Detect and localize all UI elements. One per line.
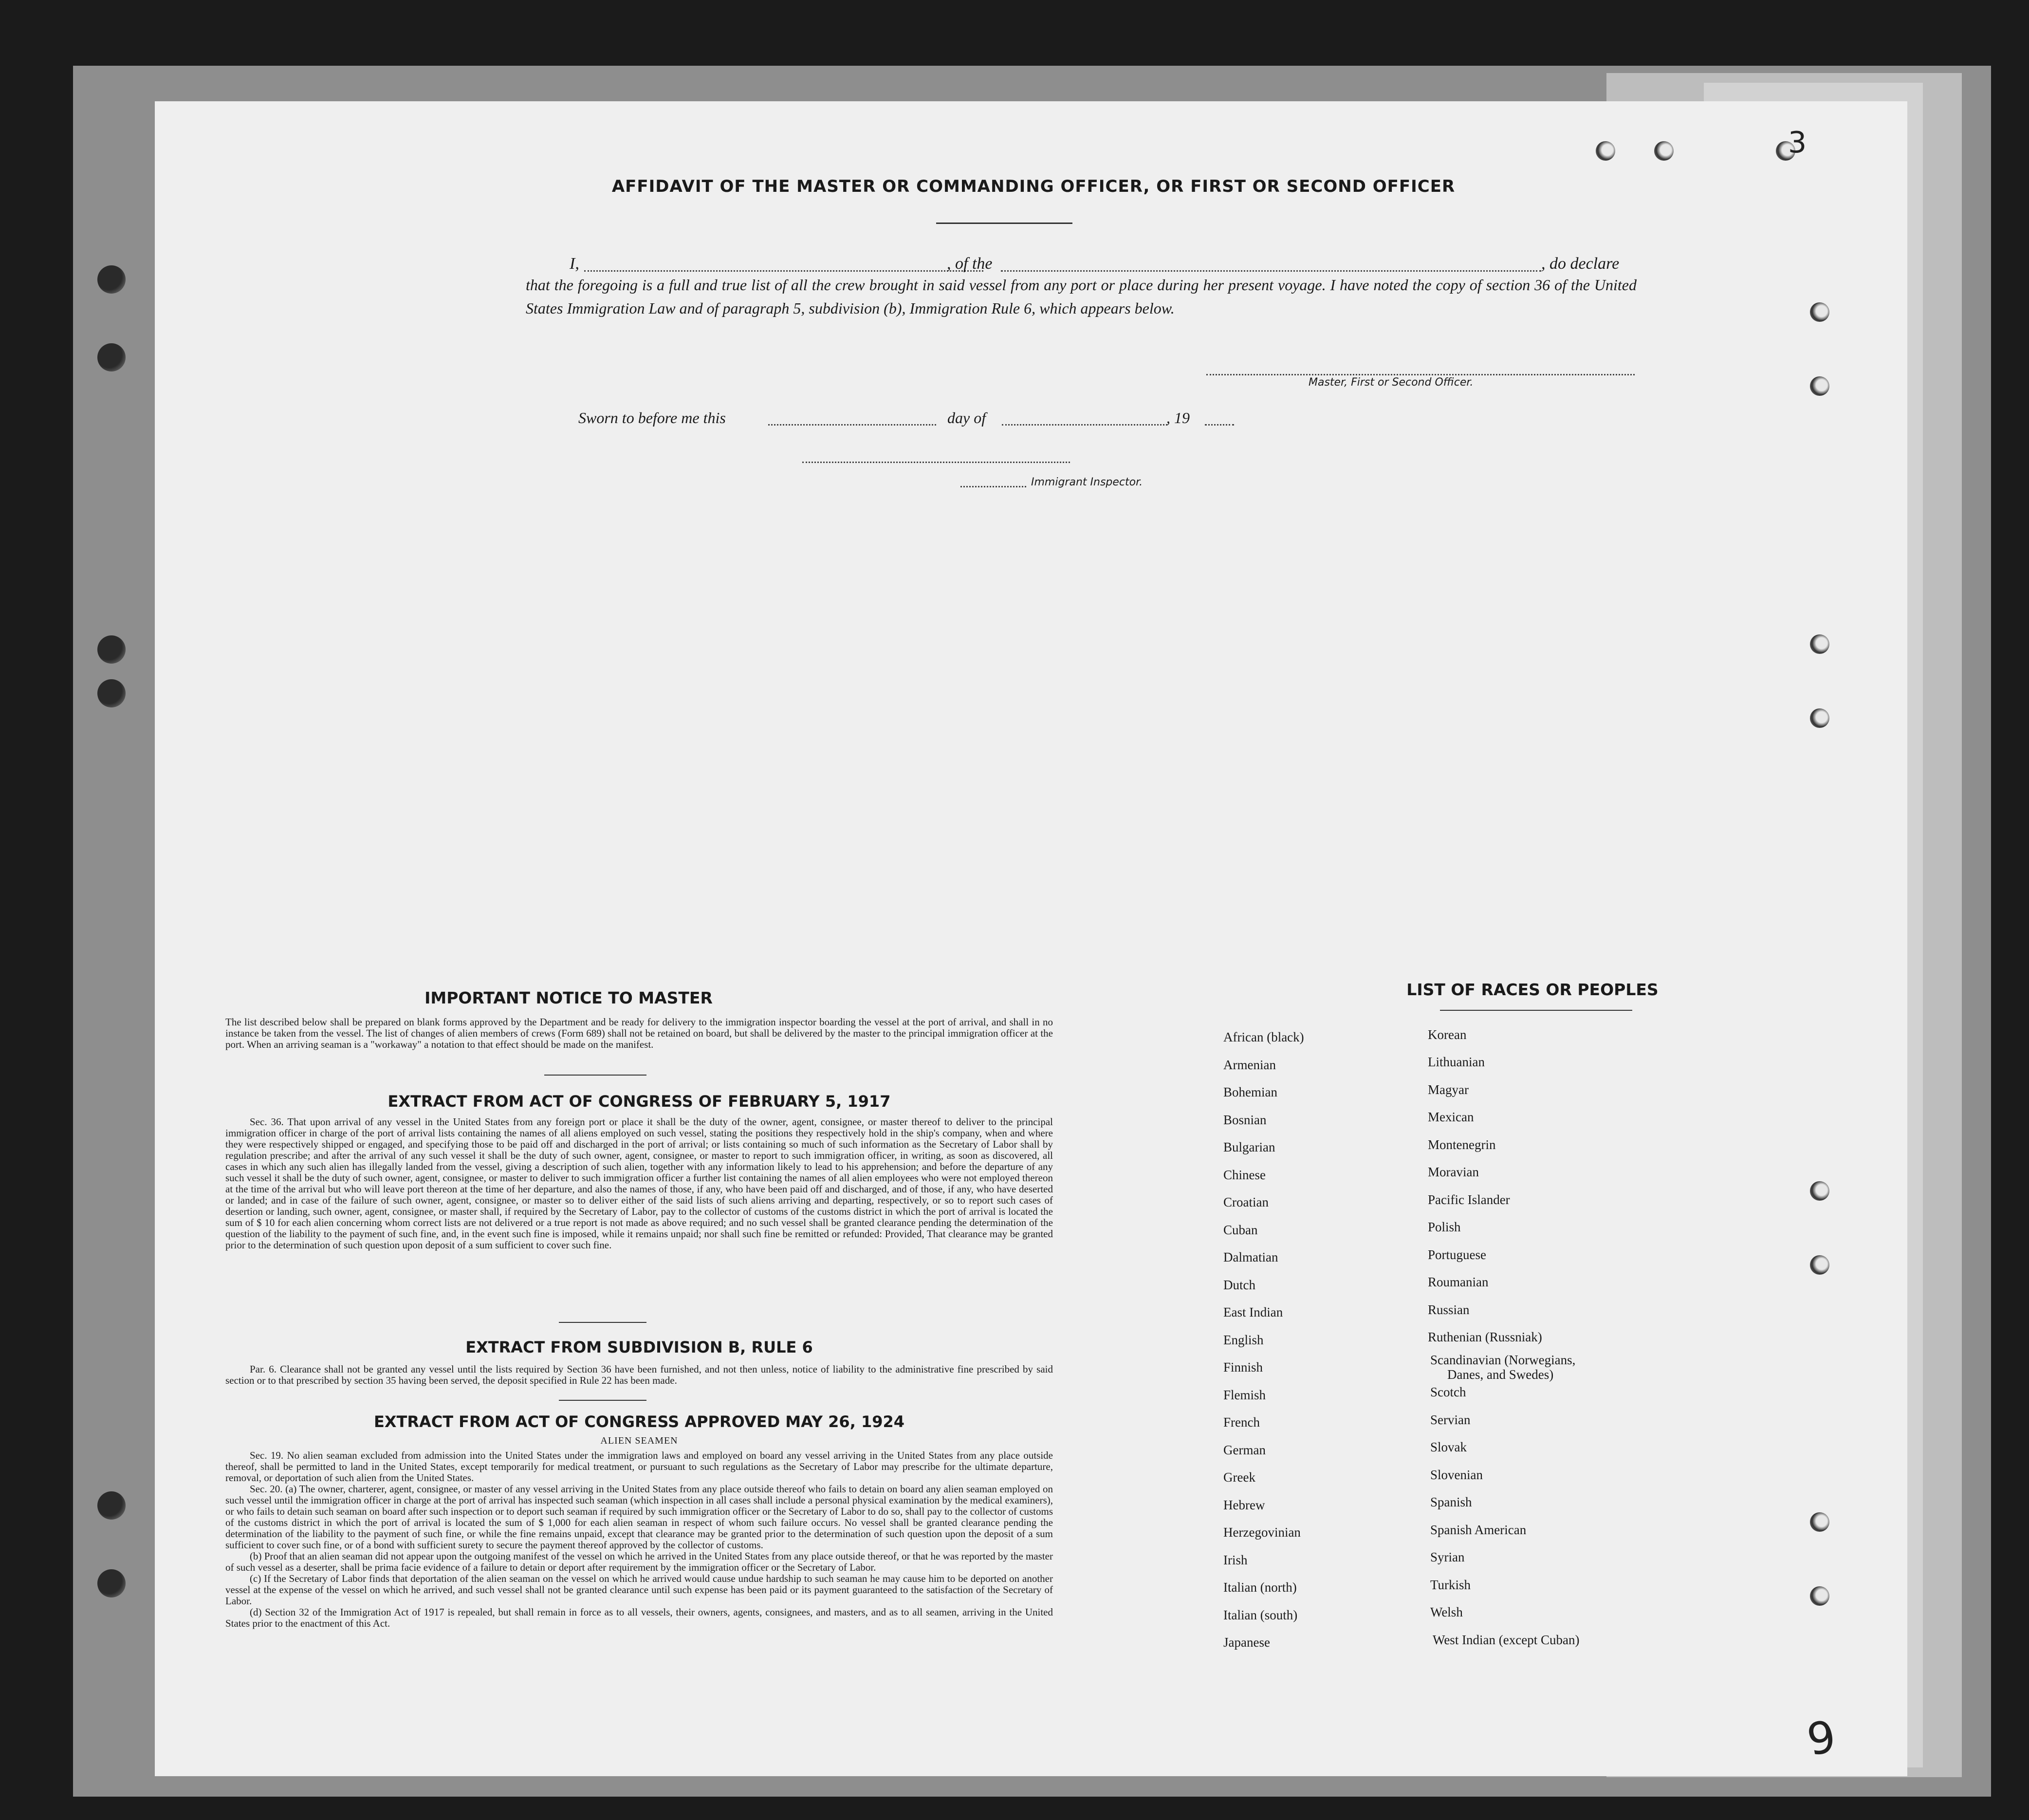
race-item: East Indian (1223, 1305, 1283, 1319)
punch-hole-icon (1810, 708, 1829, 728)
extract-1924-paragraph: Sec. 19. No alien seaman excluded from admission into the United States under the immigration laws and employed on board any vessel arriving in the United States from any place outside thereof, shall be permitted to land in the United States, except temporarily for medical treatment, or pursuant to such regulations as the Secretary of Labor may prescribe for the ultimate departure, removal, or deportation of such alien from the United States. (225, 1449, 1053, 1484)
race-item: Bosnian (1223, 1113, 1267, 1127)
affidavit-line-i: I, (570, 255, 579, 273)
race-item: Spanish (1430, 1495, 1472, 1509)
rule-6-body: Par. 6. Clearance shall not be granted any vessel until the lists required by Section 36 have been furnished, and not then unless, notice of liability to the administrative fine prescribed by said section or to that prescribed by section 35 having been served, the deposit specified in Rule 22 has been made. (225, 1363, 1053, 1386)
sworn-text: Sworn to before me this (578, 409, 726, 427)
race-item: Hebrew (1223, 1498, 1265, 1512)
extract-1917-title: EXTRACT FROM ACT OF CONGRESS OF FEBRUARY 5, 1917 (387, 1092, 891, 1111)
extract-1924-paragraph: (c) If the Secretary of Labor finds that deportation of the alien seaman on the vessel on which he arrived would cause undue hardship to such seaman he may cause him to be deported on another vessel at the expense of the vessel on which he arrived, and such vessel shall not be granted clearance until such expense has been paid or its payment guaranteed to the satisfaction of the Secretary of Labor. (225, 1573, 1053, 1607)
race-item: Armenian (1223, 1058, 1276, 1072)
punch-hole-icon (97, 635, 126, 664)
extract-1924-paragraph: (d) Section 32 of the Immigration Act of 1917 is repealed, but shall remain in force as to all vessels, their owners, agents, consignees, and masters, and as to all seamen, arriving in the United States prior to the enactment of this Act. (225, 1606, 1053, 1629)
race-item: Servian (1430, 1412, 1471, 1427)
race-item: Slovak (1430, 1440, 1467, 1454)
race-item: Danes, and Swedes) (1447, 1367, 1554, 1382)
inspector-signature-line (802, 462, 1070, 463)
race-item: German (1223, 1443, 1266, 1457)
race-item: Italian (south) (1223, 1608, 1298, 1622)
race-item: Croatian (1223, 1195, 1269, 1209)
signature-caption: Master, First or Second Officer. (1309, 376, 1474, 389)
divider (936, 223, 1072, 224)
punch-hole-icon (97, 343, 126, 371)
extract-1924-subtitle: ALIEN SEAMEN (600, 1435, 678, 1446)
signature-line (1206, 374, 1635, 375)
race-item: Polish (1428, 1220, 1461, 1234)
extract-1917-body: Sec. 36. That upon arrival of any vessel in the United States from any foreign port or place it shall be the duty of the owner, agent, consignee, or master thereof to deliver to the principal immigration officer in charge of the port of arrival lists containing the names of all aliens employed on such vessel, stating the positions they respectively hold in the ship's company, when and where they were respectively shipped or engaged, and specifying those to be paid off and discharged in the port of arrival; or lists containing so much of such information as the Secretary of Labor shall by regulation prescribe; and after the arrival of any such vessel it shall be the duty of such owner, agent, consignee, or master to report to such immigration officer, in writing, as soon as discovered, all cases in which any such alien has illegally landed from the vessel, giving a description of such alien, together with any information likely to lead to his apprehension; and before the departure of any such vessel it shall be the duty of such owner, agent, consignee, or master to deliver to such immigration officer a further list containing the names of all alien employees who were not employed thereon at the time of the arrival but who will leave port thereon at the time of her departure, and also the names of those, if any, who have been paid off and discharged, and of those, if any, who have deserted or landed; and in case of the failure of such owner, agent, consignee, or master so to deliver either of the said lists of such aliens arriving and departing, respectively, or so to report such cases of desertion or landing, such owner, agent, consignee, or master shall, if required by the Secretary of Labor, pay to the collector of customs of the customs district in which the port of arrival is located the sum of $ 10 for each alien concerning whom correct lists are not delivered or a true report is not made as above required; and no such vessel shall be granted clearance pending the determination of the question of the liability to the payment of such fine, and, in the event such fine is imposed, while it remains unpaid; nor shall such fine be remitted or refunded: Provided, That clearance may be granted prior to the determination of such question upon deposit of a sum sufficient to cover such fine. (225, 1116, 1053, 1251)
race-item: Russian (1428, 1302, 1470, 1317)
punch-hole-icon (1810, 1512, 1829, 1532)
races-title: LIST OF RACES OR PEOPLES (1406, 980, 1659, 999)
divider (559, 1322, 646, 1323)
pencil-mark-page-number: 3 (1788, 126, 1807, 160)
race-item: Chinese (1223, 1168, 1266, 1182)
notice-body: The list described below shall be prepared on blank forms approved by the Department and be ready for delivery to the immigration inspector boarding the vessel at the port of arrival, and shall in no instance be taken from the vessel. The list of changes of alien members of crews (Form 689) shall not be retained on board, but shall be delivered by the master to the principal immigration officer at the port. When an arriving seaman is a "workaway" a notation to that effect should be made on the manifest. (225, 1016, 1053, 1050)
race-item: Lithuanian (1428, 1055, 1485, 1069)
punch-hole-icon (1596, 141, 1615, 161)
race-item: Dutch (1223, 1278, 1255, 1292)
race-item: Cuban (1223, 1223, 1258, 1237)
inspector-caption: Immigrant Inspector. (1031, 476, 1143, 488)
race-item: Finnish (1223, 1360, 1263, 1374)
extract-1924-title: EXTRACT FROM ACT OF CONGRESS APPROVED MAY 26, 1924 (373, 1412, 905, 1431)
name-blank (584, 270, 983, 272)
extract-1924-paragraph: Sec. 20. (a) The owner, charterer, agent, consignee, or master of any vessel arriving in the United States from any place outside thereof who fails to detain on board any alien seaman employed on such vessel until the immigration officer in charge at the port of arrival has inspected such seaman (which inspection in all cases shall include a personal physical examination by the medical examiners), or who fails to detain such seaman on board after such inspection or to deport such seaman if required by such immigration officer or the Secretary of Labor to do so, shall pay to the collector of customs of the customs district in which the port of arrival is located the sum of $ 1,000 for each alien seaman in respect of whom such failure occurs. No vessel shall be granted clearance pending the determination of the liability to the payment of such fine, or while the fine remains unpaid, except that clearance may be granted prior to the determination of such question upon the deposit of a sum sufficient to cover such fine, or of a bond with sufficient surety to secure the payment thereof approved by the collector of customs. (225, 1483, 1053, 1551)
affidavit-body: that the foregoing is a full and true list of all the crew brought in said vessel from any port or place during her present voyage. I have noted the copy of section 36 of the United States Immigration Law and of paragraph 5, subdivision (b), Immigration Rule 6, which appears below. (526, 276, 1637, 317)
affidavit-line-of: , of the (947, 255, 993, 273)
punch-hole-icon (1810, 1181, 1829, 1201)
rule-6-title: EXTRACT FROM SUBDIVISION B, RULE 6 (465, 1338, 813, 1356)
race-item: Japanese (1223, 1635, 1270, 1650)
race-item: Ruthenian (Russniak) (1428, 1330, 1542, 1344)
notice-title: IMPORTANT NOTICE TO MASTER (424, 988, 713, 1007)
race-item: Moravian (1428, 1165, 1479, 1179)
race-item: Roumanian (1428, 1275, 1489, 1289)
punch-hole-icon (1810, 1255, 1829, 1275)
race-item: French (1223, 1415, 1260, 1430)
race-item: Slovenian (1430, 1467, 1483, 1482)
race-item: English (1223, 1333, 1264, 1347)
race-item: Scotch (1430, 1385, 1466, 1399)
divider (559, 1400, 646, 1401)
race-item: Pacific Islander (1428, 1192, 1510, 1207)
sworn-day-blank (768, 424, 936, 426)
year-prefix: , 19 (1166, 409, 1190, 427)
divider (1440, 1010, 1632, 1011)
race-item: Bohemian (1223, 1085, 1277, 1099)
race-item: Spanish American (1430, 1523, 1527, 1537)
race-item: Turkish (1430, 1578, 1471, 1592)
punch-hole-icon (1810, 634, 1829, 654)
race-item: Scandinavian (Norwegians, (1430, 1353, 1576, 1367)
race-item: Irish (1223, 1553, 1248, 1567)
race-item: Syrian (1430, 1550, 1465, 1564)
race-item: Montenegrin (1428, 1137, 1496, 1152)
document-page (155, 101, 1907, 1776)
extract-1924-paragraph: (b) Proof that an alien seaman did not appear upon the outgoing manifest of the vessel on which he arrived in the United States from any place outside thereof, or that he was reported by the master of such vessel as a deserter, shall be prima facie evidence of a failure to detain or deport after requirement by the immigration officer or the Secretary of Labor. (225, 1550, 1053, 1573)
divider (544, 1075, 646, 1076)
punch-hole-icon (97, 265, 126, 294)
race-item: Portuguese (1428, 1247, 1486, 1262)
day-of-text: day of (947, 409, 986, 427)
race-item: African (black) (1223, 1030, 1304, 1044)
race-item: Mexican (1428, 1110, 1474, 1124)
vessel-blank (1001, 270, 1541, 272)
punch-hole-icon (97, 679, 126, 707)
race-item: West Indian (except Cuban) (1433, 1633, 1580, 1647)
affidavit-title: AFFIDAVIT OF THE MASTER OR COMMANDING OFFICER, OR FIRST OR SECOND OFFICER (611, 177, 1456, 196)
extract-1924-body (225, 1450, 1053, 1629)
affidavit-line-declare: , do declare (1541, 255, 1620, 273)
punch-hole-icon (1810, 376, 1829, 396)
punch-hole-icon (97, 1491, 126, 1520)
pencil-mark-bottom: 9 (1803, 1710, 1840, 1766)
race-item: Bulgarian (1223, 1140, 1275, 1154)
punch-hole-icon (1654, 141, 1674, 161)
race-item: Korean (1428, 1027, 1467, 1042)
race-item: Italian (north) (1223, 1580, 1297, 1595)
month-blank (1002, 424, 1167, 426)
punch-hole-icon (97, 1569, 126, 1597)
race-item: Flemish (1223, 1388, 1266, 1402)
punch-hole-icon (1810, 1586, 1829, 1606)
year-blank (1205, 424, 1234, 426)
punch-hole-icon (1810, 302, 1829, 322)
race-item: Welsh (1430, 1605, 1463, 1619)
race-item: Magyar (1428, 1082, 1469, 1097)
race-item: Herzegovinian (1223, 1525, 1301, 1540)
race-item: Dalmatian (1223, 1250, 1278, 1264)
inspector-short-line (960, 486, 1026, 487)
race-item: Greek (1223, 1470, 1255, 1485)
